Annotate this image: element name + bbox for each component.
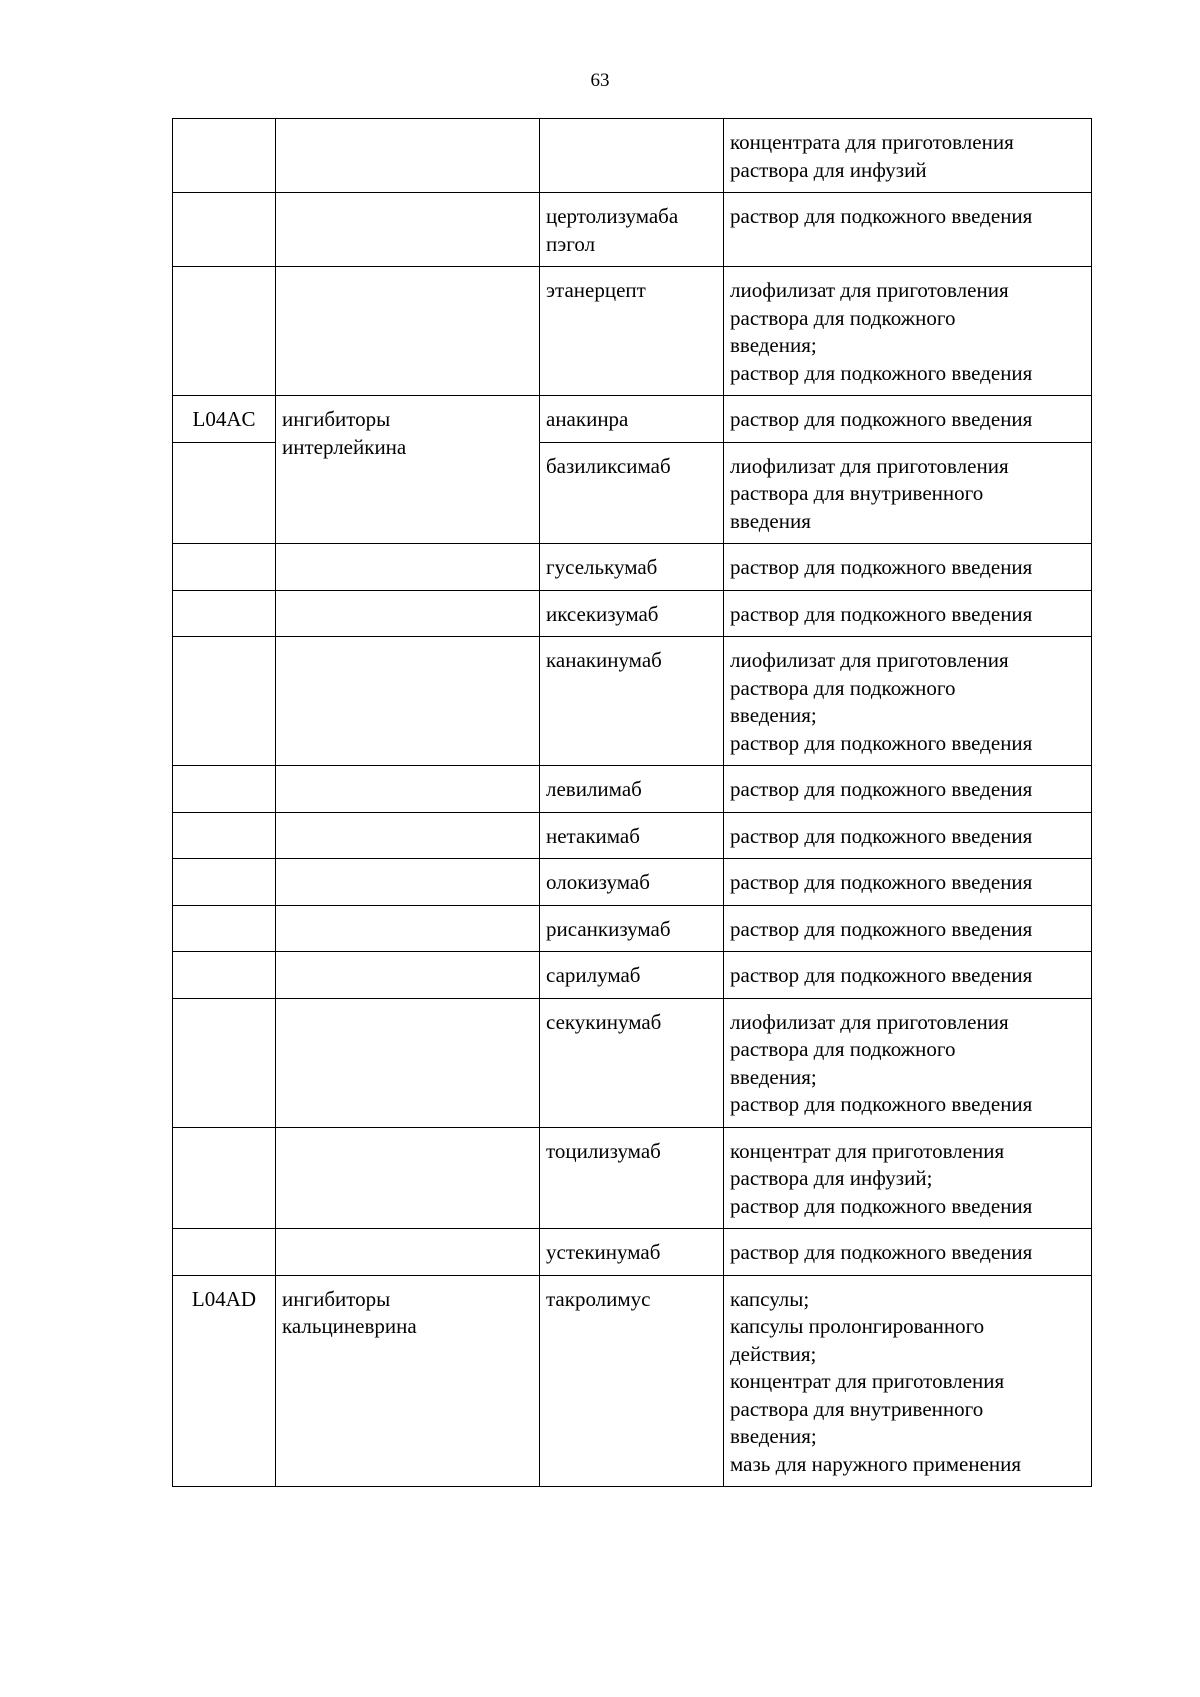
atc-code-cell (173, 766, 276, 813)
group-cell (276, 544, 540, 591)
dosage-form-cell: раствор для подкожного введения (724, 812, 1092, 859)
atc-code-cell (173, 637, 276, 766)
table-row (173, 1275, 1092, 1487)
dosage-form-cell: раствор для подкожного введения (724, 952, 1092, 999)
drug-name-cell: цертолизумаба пэгол (540, 193, 724, 267)
atc-code-cell (173, 193, 276, 267)
group-cell (276, 905, 540, 952)
group-cell (276, 952, 540, 999)
drug-name-cell: такролимус (540, 1275, 724, 1487)
table-row (173, 590, 1092, 637)
atc-code-cell (173, 998, 276, 1127)
dosage-form-cell: лиофилизат для приготовления раствора для внутривенного введения (724, 442, 1092, 544)
drug-name-cell: базиликсимаб (540, 442, 724, 544)
dosage-form-cell: лиофилизат для приготовления раствора для подкожного введения; раствор для подкожного введения (724, 637, 1092, 766)
drug-name-cell: иксекизумаб (540, 590, 724, 637)
atc-code-cell (173, 1229, 276, 1276)
drug-name-cell: сарилумаб (540, 952, 724, 999)
dosage-form-cell: раствор для подкожного введения (724, 766, 1092, 813)
dosage-form-cell: концентрат для приготовления раствора для инфузий; раствор для подкожного введения (724, 1127, 1092, 1229)
table-row (173, 396, 1092, 443)
atc-code-cell (173, 952, 276, 999)
atc-code-cell (173, 119, 276, 193)
atc-code-cell (173, 590, 276, 637)
dosage-form-cell: раствор для подкожного введения (724, 1229, 1092, 1276)
table-row (173, 637, 1092, 766)
drug-name-cell: гуселькумаб (540, 544, 724, 591)
group-cell (276, 193, 540, 267)
atc-code-cell: L04AD (173, 1275, 276, 1487)
table-row (173, 119, 1092, 193)
atc-code-cell (173, 1127, 276, 1229)
dosage-form-cell: лиофилизат для приготовления раствора для подкожного введения; раствор для подкожного введения (724, 998, 1092, 1127)
table-row (173, 544, 1092, 591)
dosage-form-cell: лиофилизат для приготовления раствора для подкожного введения; раствор для подкожного введения (724, 267, 1092, 396)
atc-code-cell (173, 812, 276, 859)
dosage-form-cell: раствор для подкожного введения (724, 590, 1092, 637)
dosage-form-cell: раствор для подкожного введения (724, 859, 1092, 906)
medication-table (172, 118, 1092, 1487)
drug-name-cell: олокизумаб (540, 859, 724, 906)
group-cell (276, 119, 540, 193)
group-cell (276, 267, 540, 396)
dosage-form-cell: раствор для подкожного введения (724, 193, 1092, 267)
group-cell (276, 637, 540, 766)
group-cell: ингибиторы кальциневрина (276, 1275, 540, 1487)
group-cell (276, 1229, 540, 1276)
group-cell (276, 590, 540, 637)
group-cell: ингибиторы интерлейкина (276, 396, 540, 544)
drug-name-cell: нетакимаб (540, 812, 724, 859)
dosage-form-cell: капсулы; капсулы пролонгированного действия; концентрат для приготовления раствора для внутривенного введения; мазь для наружного применения (724, 1275, 1092, 1487)
drug-name-cell: секукинумаб (540, 998, 724, 1127)
atc-code-cell (173, 544, 276, 591)
drug-name-cell: левилимаб (540, 766, 724, 813)
drug-name-cell: устекинумаб (540, 1229, 724, 1276)
atc-code-cell (173, 859, 276, 906)
dosage-form-cell: раствор для подкожного введения (724, 905, 1092, 952)
table-row (173, 1229, 1092, 1276)
table-row (173, 905, 1092, 952)
table-row (173, 998, 1092, 1127)
group-cell (276, 1127, 540, 1229)
table-row (173, 952, 1092, 999)
drug-name-cell: рисанкизумаб (540, 905, 724, 952)
page-number: 63 (590, 70, 610, 91)
table-row (173, 859, 1092, 906)
group-cell (276, 812, 540, 859)
group-cell (276, 998, 540, 1127)
table-row (173, 766, 1092, 813)
group-cell (276, 766, 540, 813)
drug-name-cell: анакинра (540, 396, 724, 443)
group-cell (276, 859, 540, 906)
drug-name-cell: тоцилизумаб (540, 1127, 724, 1229)
dosage-form-cell: раствор для подкожного введения (724, 396, 1092, 443)
table-row (173, 267, 1092, 396)
atc-code-cell (173, 905, 276, 952)
drug-name-cell: канакинумаб (540, 637, 724, 766)
drug-name-cell (540, 119, 724, 193)
drug-name-cell: этанерцепт (540, 267, 724, 396)
atc-code-cell (173, 442, 276, 544)
dosage-form-cell: концентрата для приготовления раствора для инфузий (724, 119, 1092, 193)
table-row (173, 193, 1092, 267)
atc-code-cell: L04AC (173, 396, 276, 443)
table-row (173, 812, 1092, 859)
dosage-form-cell: раствор для подкожного введения (724, 544, 1092, 591)
table-row (173, 1127, 1092, 1229)
atc-code-cell (173, 267, 276, 396)
